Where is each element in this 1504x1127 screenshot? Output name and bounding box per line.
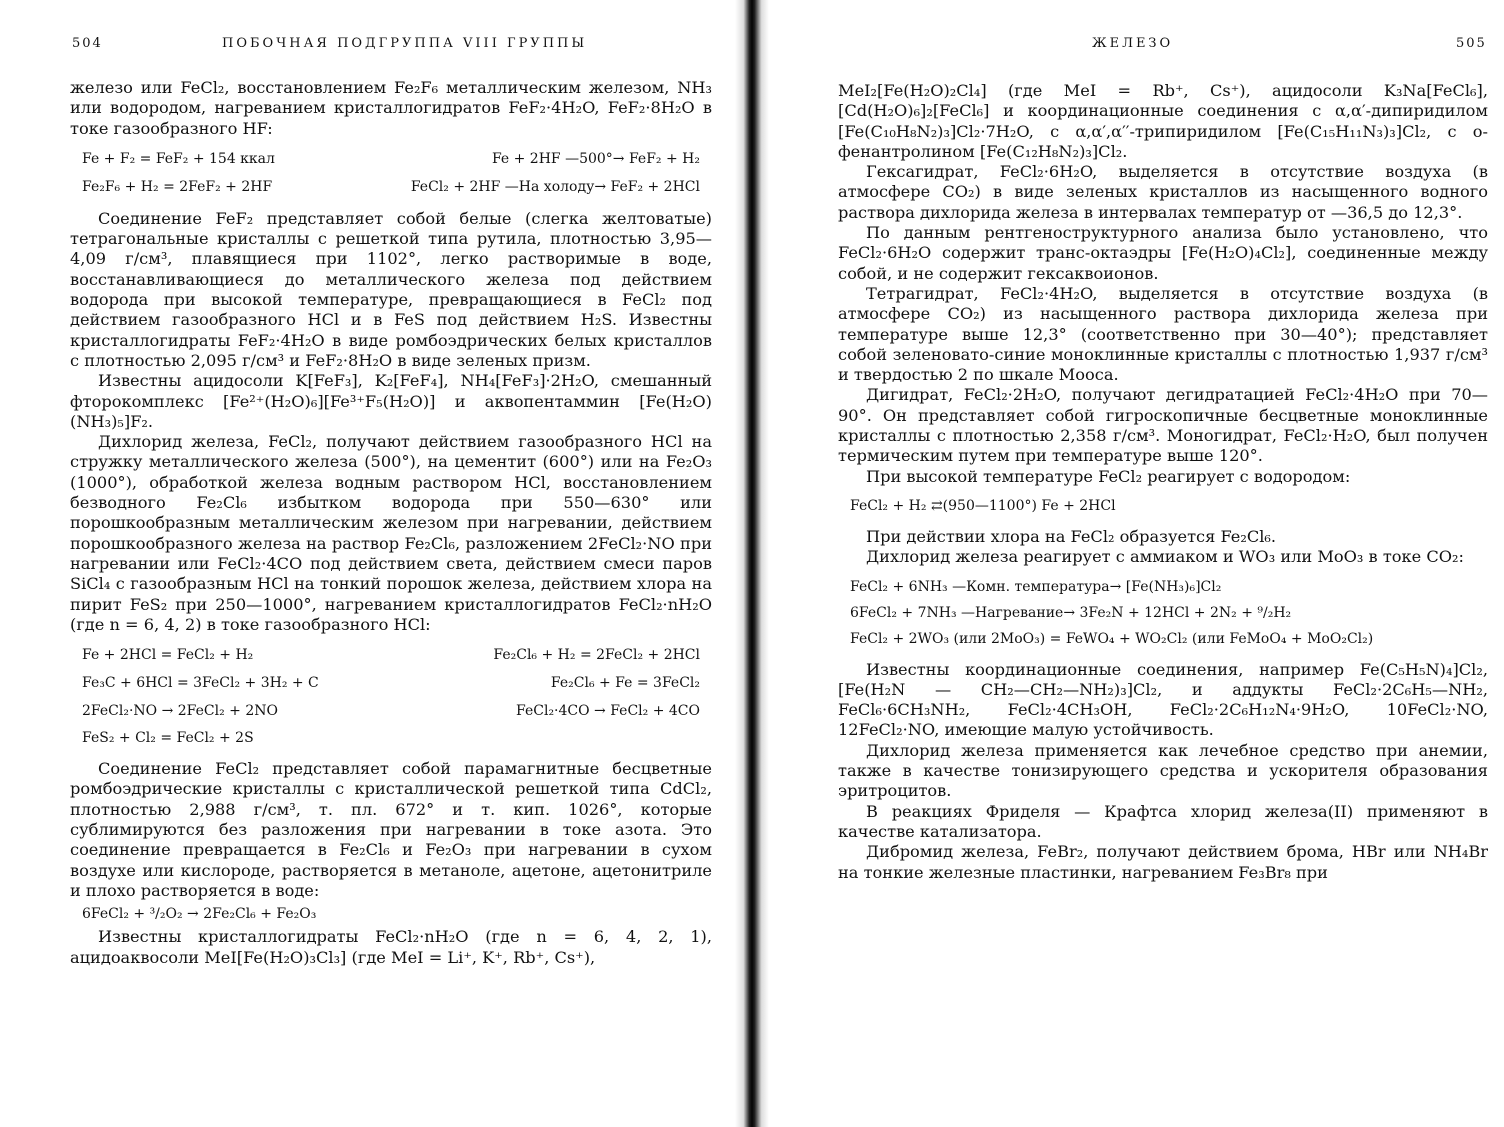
left-page	[0, 0, 740, 1127]
running-head: ПОБОЧНАЯ ПОДГРУППА VIII ГРУППЫ	[222, 36, 588, 51]
book-spine	[735, 0, 769, 1127]
equation: 6FeCl₂ + 7NH₃ —Нагревание→ 3Fe₂N + 12HCl + 2N₂ + ⁹/₂H₂	[850, 604, 1292, 621]
body-text	[70, 78, 712, 968]
equation: Fe₂Cl₆ + Fe = 3FeCl₂	[550, 675, 700, 692]
equation: FeCl₂ + 6NH₃ —Комн. температура→ [Fe(NH₃)₆]Cl₂	[850, 578, 1222, 595]
equation: FeCl₂ + H₂ ⇄(950—1100°) Fe + 2HCl	[850, 497, 1116, 514]
paragraph: В реакциях Фриделя — Крафтса хлорид железа(II) применяют в качестве катализатора.	[838, 801, 1488, 841]
paragraph: Гексагидрат, FeCl₂·6H₂O, выделяется в отсутствие воздуха (в атмосфере CO₂) в виде зеленых кристаллов из насыщенного водного раствора дихлорида железа в интервалах температур от —36,5 до 12,3°.	[838, 162, 1488, 222]
page-number: 505	[1456, 36, 1487, 51]
paragraph: железо или FeCl₂, восстановлением Fe₂F₆ металлическим железом, NH₃ или водородом, нагреванием кристаллогидратов FeF₂·4H₂O, FeF₂·8H₂O в токе газообразного HF:	[70, 78, 712, 138]
equation-block	[838, 493, 1488, 519]
equation: FeS₂ + Cl₂ = FeCl₂ + 2S	[82, 730, 254, 747]
paragraph: Известны ацидосоли K[FeF₃], K₂[FeF₄], NH₄[FeF₃]·2H₂O, смешанный фторокомплекс [Fe²⁺(H₂O)₆][Fe³⁺F₅(H₂O)] и аквопентаммин [Fe(H₂O)(NH₃)₅]F₂.	[70, 371, 712, 431]
equation-row	[70, 669, 712, 697]
body-text	[838, 81, 1488, 883]
paragraph: Известны кристаллогидраты FeCl₂·nH₂O (где n = 6, 4, 2, 1), ацидоаквосоли MeI[Fe(H₂O)₃Cl₃] (где MeI = Li⁺, K⁺, Rb⁺, Cs⁺),	[70, 927, 712, 967]
equation: FeCl₂ + 2HF —На холоду→ FeF₂ + 2HCl	[410, 178, 700, 195]
equation: Fe + 2HF —500°→ FeF₂ + H₂	[491, 150, 700, 167]
equation: Fe₃C + 6HCl = 3FeCl₂ + 3H₂ + C	[82, 675, 319, 692]
equation: FeCl₂ + 2WO₃ (или 2MoO₃) = FeWO₄ + WO₂Cl₂ (или FeMoO₄ + MoO₂Cl₂)	[850, 630, 1374, 647]
equation-block	[838, 574, 1488, 652]
paragraph: Соединение FeCl₂ представляет собой парамагнитные бесцветные ромбоэдрические кристаллы с кристаллической решеткой типа CdCl₂, плотностью 2,988 г/см³, т. пл. 672° и т. кип. 1026°, которые сублимируются без разложения при нагревании в токе азота. Это соединение превращается в Fe₂Cl₆ и Fe₂O₃ при нагревании в сухом воздухе или кислороде, растворяется в метаноле, ацетоне, ацетонитриле и плохо растворяется в воде:	[70, 759, 712, 900]
equation-block	[70, 145, 712, 201]
equation: Fe₂Cl₆ + H₂ = 2FeCl₂ + 2HCl	[493, 647, 700, 664]
paragraph: Дихлорид железа, FeCl₂, получают действием газообразного HCl на стружку металлического железа (500°), на цементит (600°) или на Fe₂O₃ (1000°), обработкой железа водным раствором HCl, восстановлением безводного Fe₂Cl₆ избытком водорода при 550—630° или порошкообразным металлическим железом при нагревании, действием порошкообразного железа на раствор Fe₂Cl₆, разложением 2FeCl₂·NO при нагревании или FeCl₂·4CO под действием света, действием смеси паров SiCl₄ с газообразным HCl на тонкий порошок железа, действием хлора на пирит FeS₂ при 250—1000°, нагреванием кристаллогидратов FeCl₂·nH₂O (где n = 6, 4, 2) в токе газообразного HCl:	[70, 432, 712, 634]
equation-row	[70, 173, 712, 201]
paragraph: Дихлорид железа реагирует с аммиаком и WO₃ или MoO₃ в токе CO₂:	[866, 547, 1464, 567]
paragraph: MeI₂[Fe(H₂O)₂Cl₄] (где MeI = Rb⁺, Cs⁺), ацидосоли K₃Na[FeCl₆], [Cd(H₂O)₆]₂[FeCl₆] и координационные соединения с α,α′-дипиридилом [Fe(C₁₀H₈N₂)₃]Cl₂·7H₂O, с α,α′,α′′-трипиридилом [Fe(C₁₅H₁₁N₃)₃]Cl₂, с o-фенантролином [Fe(C₁₂H₈N₂)₃]Cl₂.	[838, 81, 1488, 161]
equation-row	[70, 145, 712, 173]
equation: Fe + 2HCl = FeCl₂ + H₂	[82, 647, 254, 664]
equation: FeCl₂·4CO → FeCl₂ + 4CO	[516, 703, 700, 720]
paragraph: По данным рентгеноструктурного анализа было установлено, что FeCl₂·6H₂O содержит транс-октаэдры [Fe(H₂O)₄Cl₂], соединенные между собой, и не содержит гексаквоионов.	[838, 223, 1488, 283]
paragraph: Дихлорид железа применяется как лечебное средство при анемии, также в качестве тонизирующего средства и ускорителя образования эритроцитов.	[838, 740, 1488, 801]
paragraph: Соединение FeF₂ представляет собой белые (слегка желтоватые) тетрагональные кристаллы с решеткой типа рутила, плотностью 3,95—4,09 г/см³, плавящиеся при 1102°, легко растворимые в воде, восстанавливающиеся до металлического железа под действием водорода при высокой температуре, превращающиеся в FeCl₂ под действием газообразного HCl и в FeS под действием H₂S. Известны кристаллогидраты FeF₂·4H₂O в виде ромбоэдрических белых кристаллов с плотностью 2,095 г/см³ и FeF₂·8H₂O в виде зеленых призм.	[70, 208, 712, 370]
equation-block	[70, 641, 712, 751]
equation: 2FeCl₂·NO → 2FeCl₂ + 2NO	[82, 703, 278, 720]
page-number: 504	[72, 36, 103, 51]
paragraph: При высокой температуре FeCl₂ реагирует с водородом:	[866, 466, 1351, 486]
paragraph: Тетрагидрат, FeCl₂·4H₂O, выделяется в отсутствие воздуха (в атмосфере CO₂) из насыщенного раствора дихлорида железа при температуре выше 12,3° (соответственно при 30—40°); представляет собой зеленовато-синие моноклинные кристаллы с плотностью 1,937 г/см³ и твердостью 2 по шкале Мооса.	[838, 283, 1488, 385]
equation: 6FeCl₂ + ³/₂O₂ → 2Fe₂Cl₆ + Fe₂O₃	[82, 906, 317, 923]
equation-row	[70, 697, 712, 725]
equation: Fe₂F₆ + H₂ = 2FeF₂ + 2HF	[82, 178, 273, 195]
equation: Fe + F₂ = FeF₂ + 154 ккал	[82, 150, 275, 167]
right-page	[770, 0, 1504, 1127]
paragraph: Дигидрат, FeCl₂·2H₂O, получают дегидратацией FeCl₂·4H₂O при 70—90°. Он представляет собой гигроскопичные бесцветные моноклинные кристаллы с плотностью 2,358 г/см³. Моногидрат, FeCl₂·H₂O, был получен термическим путем при температуре выше 120°.	[838, 385, 1488, 466]
paragraph: При действии хлора на FeCl₂ образуется Fe₂Cl₆.	[866, 526, 1277, 546]
paragraph: Известны координационные соединения, например Fe(C₅H₅N)₄]Cl₂, [Fe(H₂N — CH₂—CH₂—NH₂)₃]Cl₂, и аддукты FeCl₂·2C₆H₅—NH₂, FeCl₆·6CH₃NH₂, FeCl₂·4CH₃OH, FeCl₂·2C₆H₁₂N₄·9H₂O, 10FeCl₂·NO, 12FeCl₂·NO, имеющие малую устойчивость.	[838, 659, 1488, 740]
paragraph: Дибромид железа, FeBr₂, получают действием брома, HBr или NH₄Br на тонкие железные пластинки, нагреванием Fe₃Br₈ при	[838, 842, 1488, 882]
running-head: ЖЕЛЕЗО	[1092, 36, 1174, 51]
equation-row	[70, 641, 712, 669]
